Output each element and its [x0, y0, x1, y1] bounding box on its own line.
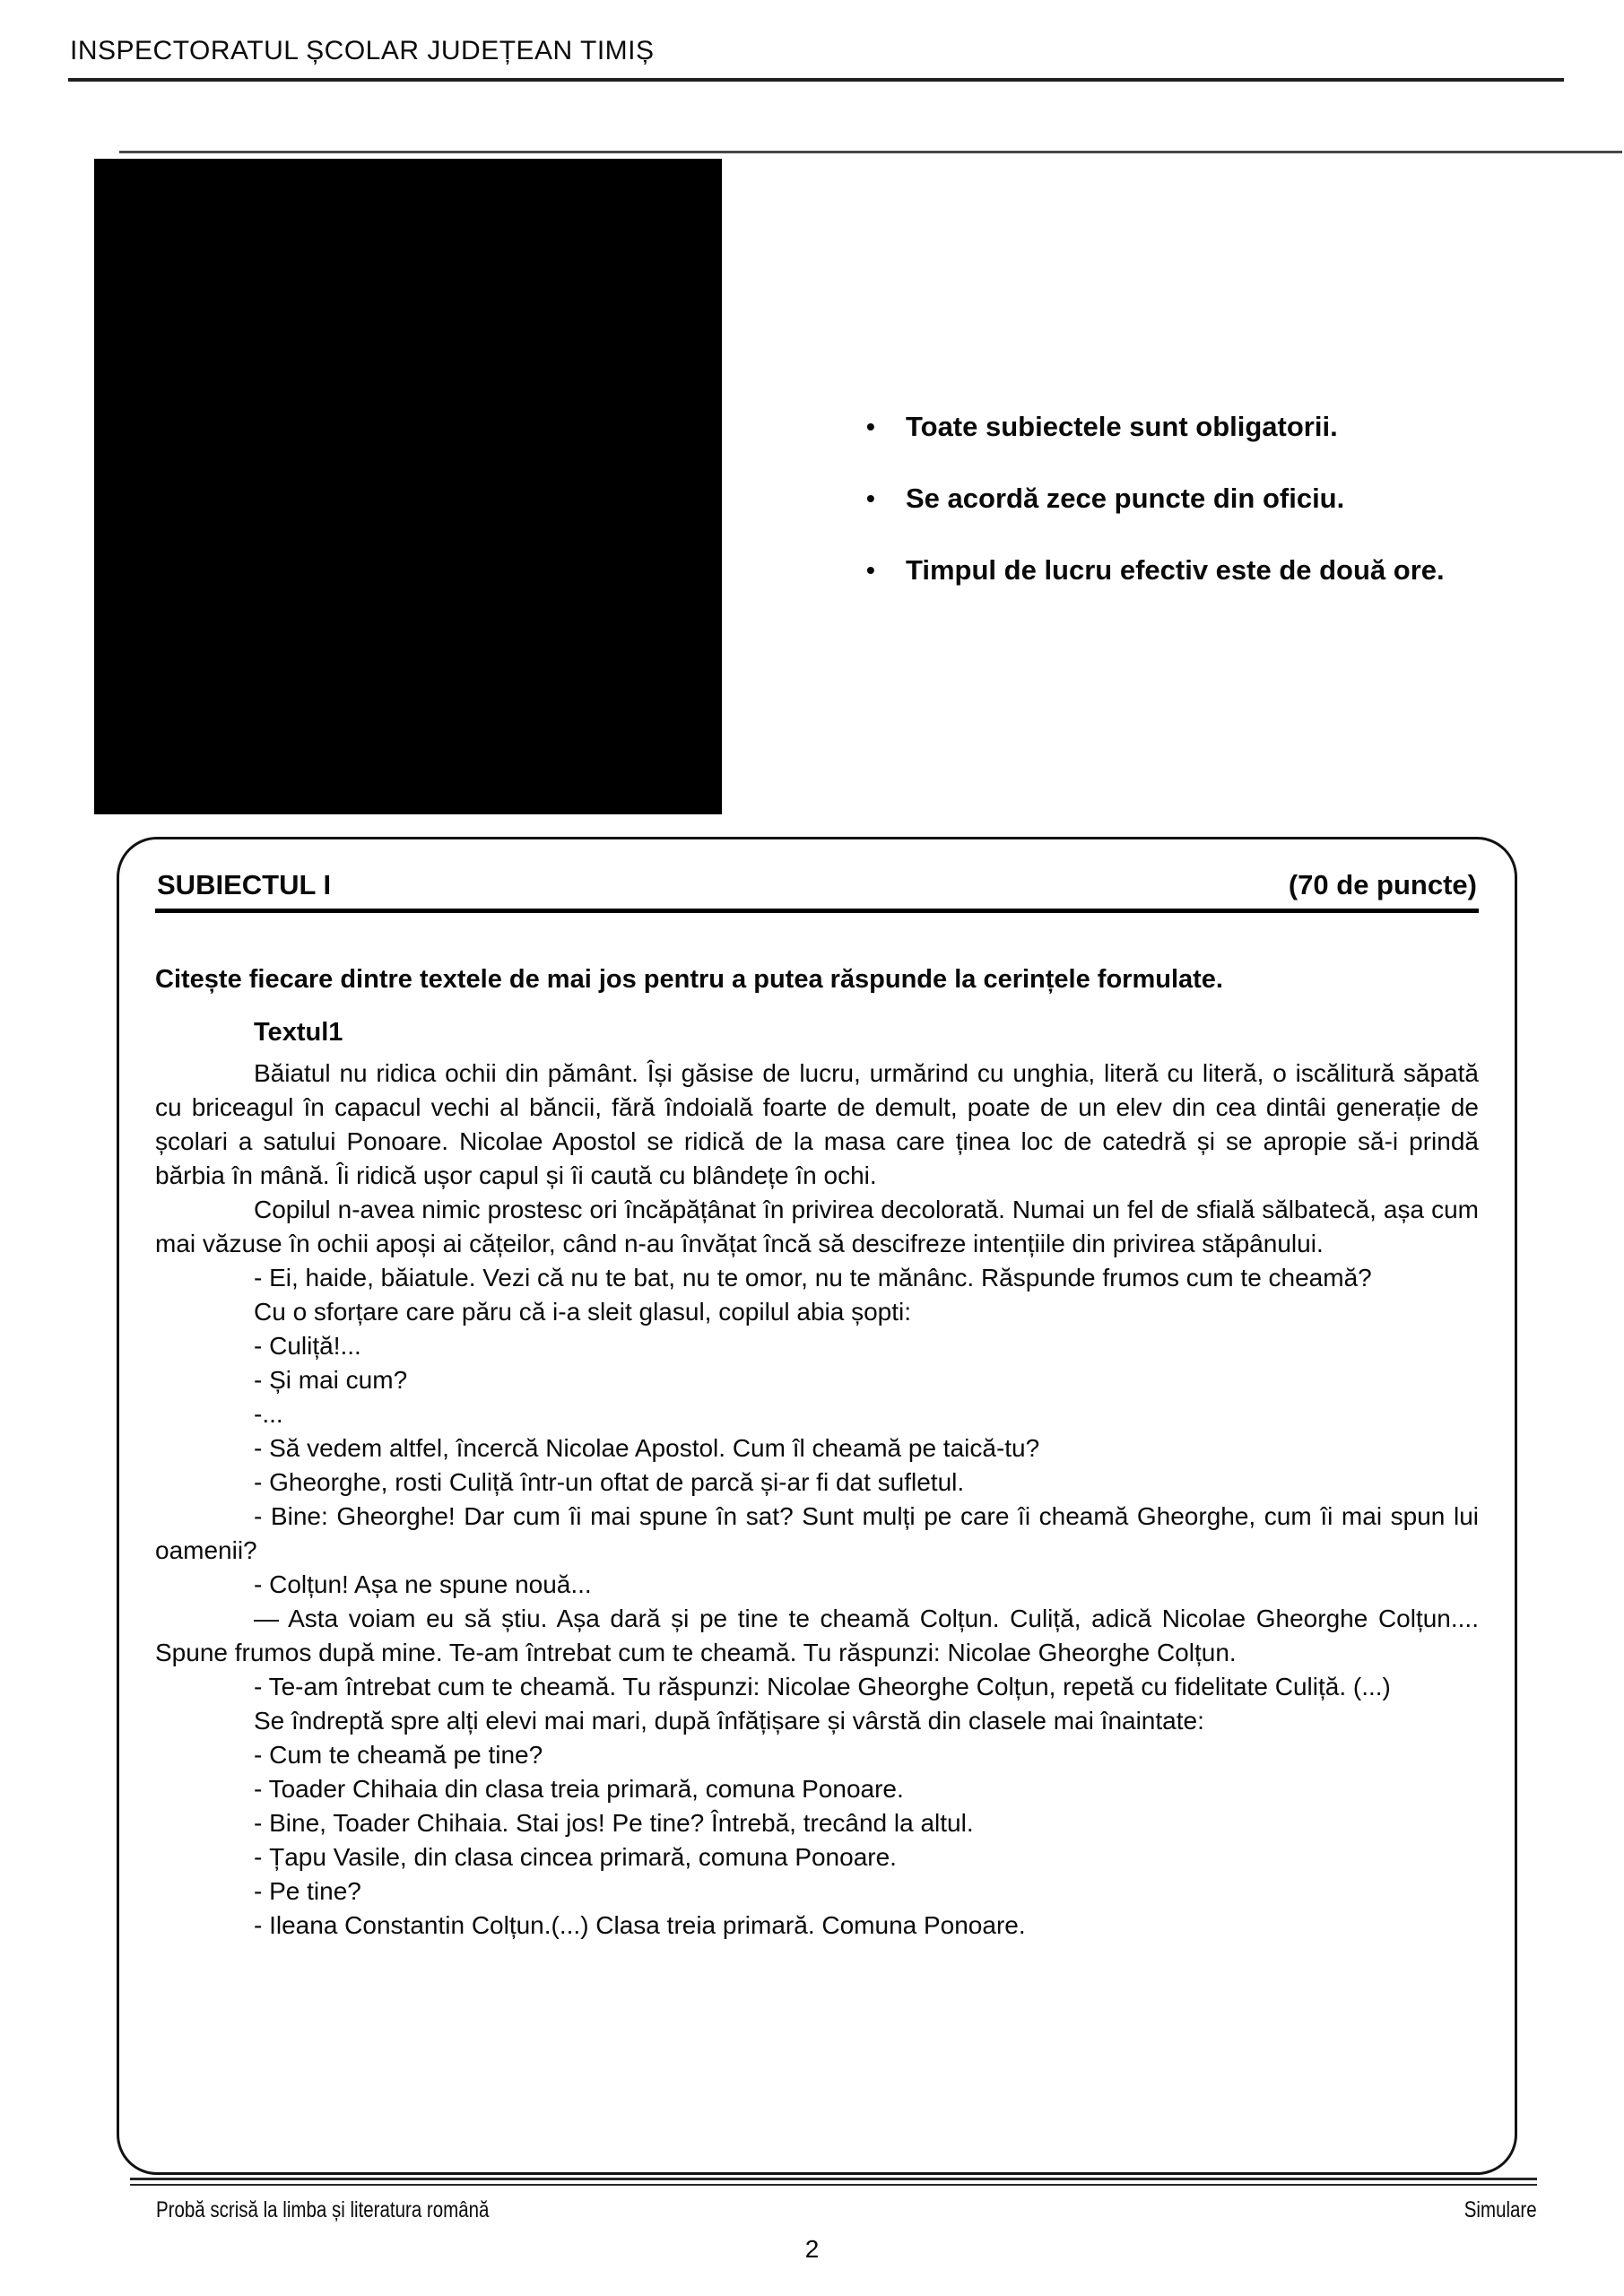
subject-header [155, 866, 1479, 913]
text-paragraph: - Și mai cum? [254, 1366, 408, 1394]
text-paragraph: - Cum te cheamă pe tine? [254, 1741, 543, 1769]
subject-points: (70 de puncte) [1288, 869, 1477, 900]
page-header-title: INSPECTORATUL ȘCOLAR JUDEȚEAN TIMIȘ [70, 36, 655, 65]
header-rule [68, 78, 1564, 82]
text-paragraph: - Bine, Toader Chihaia. Stai jos! Pe tine? Întrebă, trecând la altul. [254, 1809, 974, 1837]
text-paragraph: Se îndreptă spre alți elevi mai mari, după înfățișare și vârstă din clasele mai înaintate: [254, 1707, 1204, 1735]
footer-exam-name: Probă scrisă la limba și literatura română [156, 2197, 490, 2222]
text-paragraph: Cu o sforțare care păru că i-a sleit glasul, copilul abia șopti: [254, 1298, 912, 1326]
notice-text: Timpul de lucru efectiv este de două ore. [906, 554, 1445, 586]
text-paragraph: - Gheorghe, rosti Culiță într-un oftat de parcă și-ar fi dat sufletul. [254, 1468, 965, 1496]
footer-rule [130, 2178, 1537, 2186]
text-paragraph: - Ileana Constantin Colțun.(...) Clasa treia primară. Comuna Ponoare. [254, 1911, 1026, 1939]
text-paragraph: - Țapu Vasile, din clasa cincea primară, comuna Ponoare. [254, 1843, 897, 1871]
text-paragraph: — Asta voiam eu să știu. Așa dară și pe tine te cheamă Colțun. Culiță, adică Nicolae Gheorghe Colțun.... Spune frumos după mine. Te-am întrebat cum te cheamă. Tu răspunzi: Nicolae Gheorghe Colțun. [155, 1605, 1479, 1666]
notice-text: Se acordă zece puncte din oficiu. [906, 483, 1345, 514]
notice-item [866, 552, 1462, 589]
notice-item [866, 480, 1462, 517]
text-paragraph: Copilul n-avea nimic prostesc ori încăpățânat în privirea decolorată. Numai un fel de sfială sălbatecă, așa cum mai văzuse în ochii apoși ai cățeilor, când n-au învățat încă să descifreze intențiile din privirea stăpânului. [155, 1196, 1479, 1257]
page-number: 2 [804, 2235, 820, 2263]
text-paragraph: - Bine: Gheorghe! Dar cum îi mai spune în sat? Sunt mulți pe care îi cheamă Gheorghe, cum îi mai spun lui oamenii? [155, 1502, 1479, 1564]
subject-box [117, 837, 1517, 2175]
subject-instruction: Citește fiecare dintre textele de mai jos pentru a putea răspunde la cerințele formulate. [155, 965, 1223, 994]
text-paragraph: - Culiță!... [254, 1332, 361, 1360]
notice-item [866, 408, 1462, 446]
redacted-image [94, 159, 722, 814]
exam-notice-list [866, 408, 1462, 623]
bullet-icon: • [866, 484, 875, 512]
text-paragraph: - Toader Chihaia din clasa treia primară, comuna Ponoare. [254, 1775, 904, 1803]
secondary-rule [119, 151, 1622, 153]
text-paragraph: -... [254, 1400, 283, 1428]
bullet-icon: • [866, 556, 875, 584]
text-paragraph: - Colțun! Așa ne spune nouă... [254, 1570, 592, 1598]
text-paragraph: - Te-am întrebat cum te cheamă. Tu răspunzi: Nicolae Gheorghe Colțun, repetă cu fidelitate Culiță. (...) [254, 1673, 1391, 1700]
notice-text: Toate subiectele sunt obligatorii. [906, 411, 1338, 442]
text-body [155, 1057, 1479, 1943]
text-label: Textul1 [254, 1018, 343, 1047]
bullet-icon: • [866, 413, 875, 440]
text-paragraph: - Să vedem altfel, încercă Nicolae Apostol. Cum îl cheamă pe taică-tu? [254, 1434, 1040, 1462]
footer-session-label: Simulare [1464, 2197, 1537, 2222]
subject-title: SUBIECTUL I [157, 869, 332, 900]
text-paragraph: - Pe tine? [254, 1877, 361, 1905]
text-paragraph: Băiatul nu ridica ochii din pământ. Își găsise de lucru, urmărind cu unghia, literă cu literă, o iscălitură săpată cu briceagul în capacul vechi al băncii, fără îndoială foarte de demult, poate de un elev din cea dintâi generație de școlari a satului Ponoare. Nicolae Apostol se ridică de la masa care ținea loc de catedră și se apropie să-i prindă bărbia în mână. Îi ridică ușor capul și îi caută cu blândețe în ochi. [155, 1059, 1479, 1189]
text-paragraph: - Ei, haide, băiatule. Vezi că nu te bat, nu te omor, nu te mănânc. Răspunde frumos cum te cheamă? [254, 1264, 1372, 1292]
